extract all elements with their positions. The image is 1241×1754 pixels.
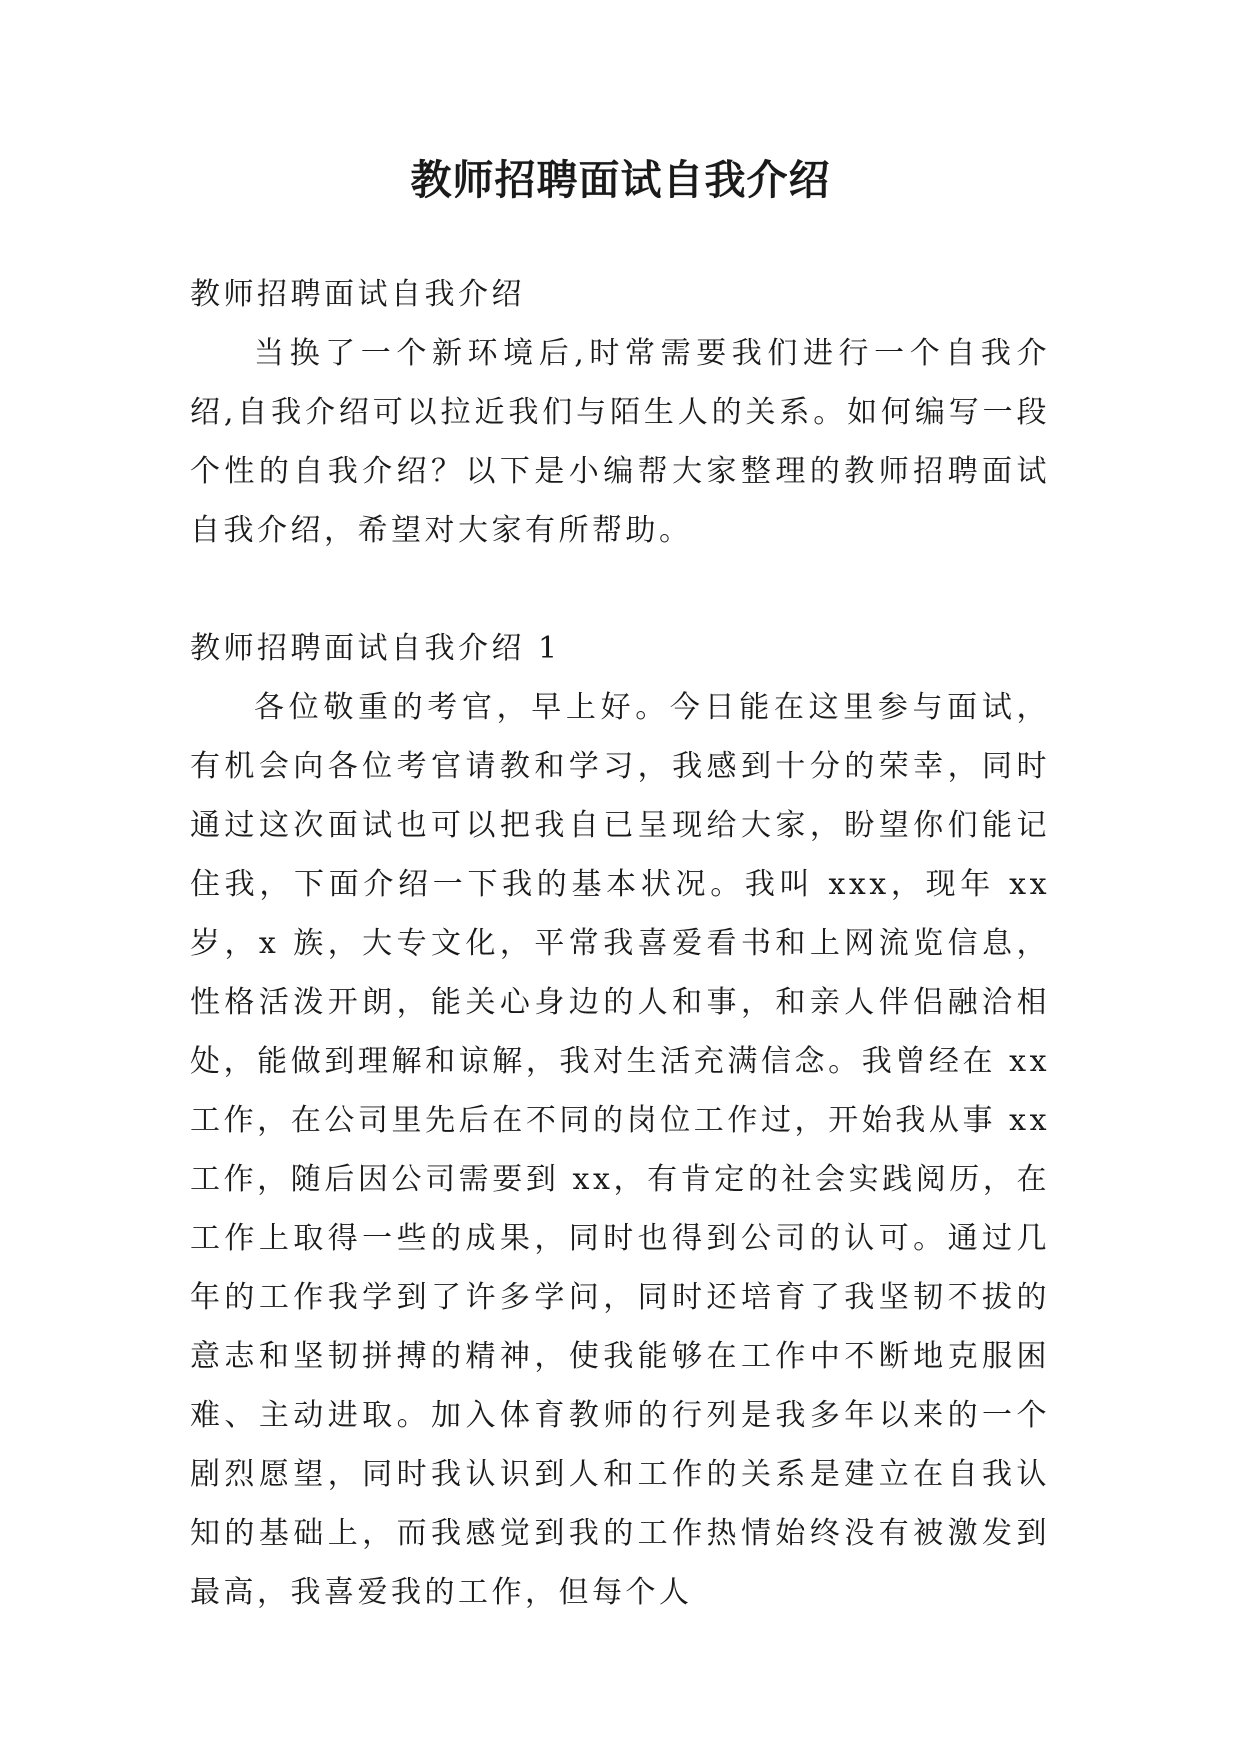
- section-paragraph-intro: 当换了一个新环境后,时常需要我们进行一个自我介绍,自我介绍可以拉近我们与陌生人的关系。如何编写一段个性的自我介绍？以下是小编帮大家整理的教师招聘面试自我介绍，希望对大家有所帮助。: [190, 336, 1050, 548]
- document-title: 教师招聘面试自我介绍: [410, 156, 831, 204]
- section-paragraph-1: 各位敬重的考官，早上好。今日能在这里参与面试，有机会向各位考官请教和学习，我感到十分的荣幸，同时通过这次面试也可以把我自已呈现给大家，盼望你们能记住我，下面介绍一下我的基本状况。我叫 xxx，现年 xx 岁，x 族，大专文化，平常我喜爱看书和上网流览信息，性格活泼开朗，能关心身边的人和事，和亲人伴侣融洽相处，能做到理解和谅解，我对生活充满信念。我曾经在 xx 工作，在公司里先后在不同的岗位工作过，开始我从事 xx 工作，随后因公司需要到 xx，有肯定的社会实践阅历，在工作上取得一些的成果，同时也得到公司的认可。通过几年的工作我学到了许多学问，同时还培育了我坚韧不拔的意志和坚韧拼搏的精神，使我能够在工作中不断地克服困难、主动进取。加入体育教师的行列是我多年以来的一个剧烈愿望，同时我认识到人和工作的关系是建立在自我认知的基础上，而我感觉到我的工作热情始终没有被激发到最高，我喜爱我的工作，但每个人: [190, 690, 1050, 1610]
- section-heading-intro: 教师招聘面试自我介绍: [190, 277, 525, 312]
- section-heading-1: 教师招聘面试自我介绍 1: [190, 631, 561, 666]
- document-body: [190, 265, 1050, 1622]
- paragraph-spacer: [190, 560, 1050, 619]
